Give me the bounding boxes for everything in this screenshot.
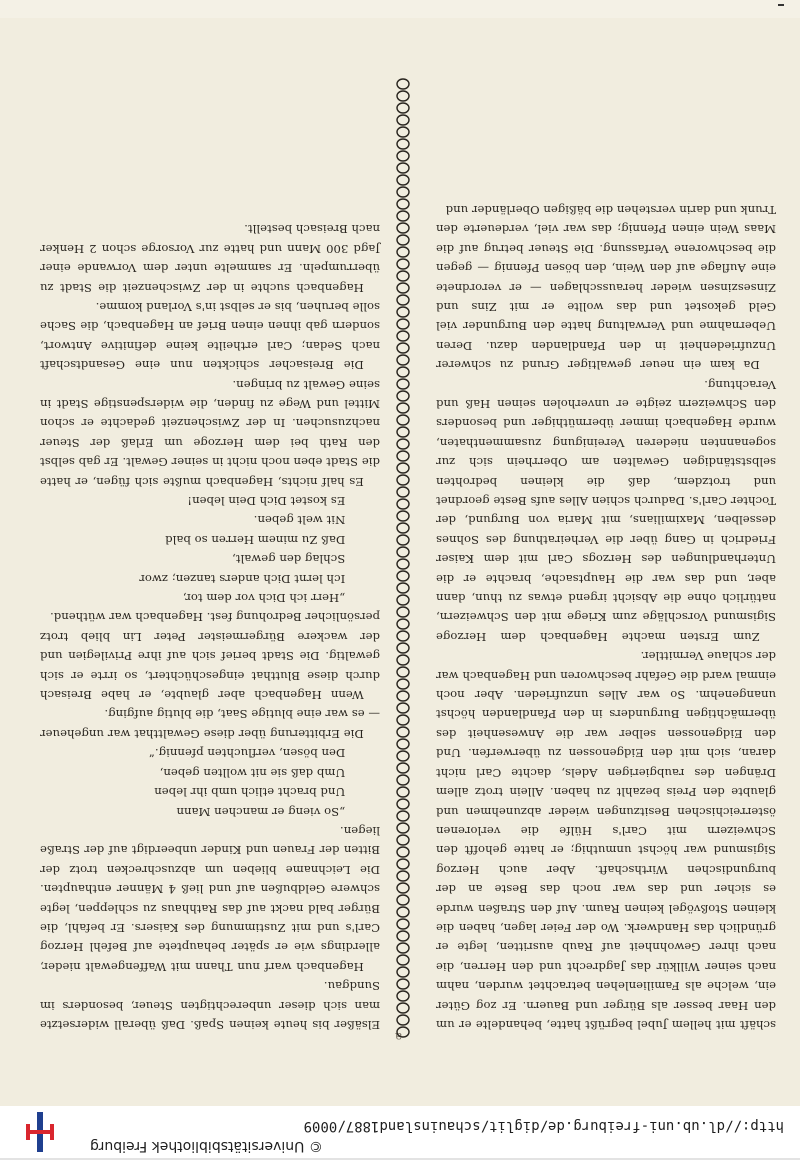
university-library-logo [20, 1112, 60, 1152]
permalink-url[interactable]: http://dl.ub.uni-freiburg.de/diglit/schauinsland1887/0009 [303, 1118, 784, 1134]
ornament-link [397, 139, 409, 149]
ornament-link [397, 271, 409, 281]
ornament-link [397, 355, 409, 365]
text-column-right [40, 219, 380, 1034]
ornament-link [397, 247, 409, 257]
ornament-link [397, 559, 409, 569]
ornament-link [397, 331, 409, 341]
ornament-link [397, 727, 409, 737]
ornament-link [397, 343, 409, 353]
ornament-link [397, 499, 409, 509]
ornament-link [397, 307, 409, 317]
ornament-link [397, 679, 409, 689]
ornament-link [397, 739, 409, 749]
ornament-link [397, 643, 409, 653]
ornament-link [397, 403, 409, 413]
ornament-link [397, 919, 409, 929]
ornament-link [397, 475, 409, 485]
ornament-link [397, 847, 409, 857]
paragraph: Da kam ein neuer gewaltiger Grund zu schwerer Unzufriedenheit in den Pfandlanden dazu. Deren Uebernahme und Verwaltung hatte den Burgunder viel Geld gekostet und das wollte er mit Zins und Zinseszinsen wieder herausschlagen — er verordnete eine Auflage auf den Wein, den bösen Pfennig — gegen die beschworene Verfassung. Die Steuer betrug auf die Maas Wein einen Pfennig; das war viel, verdeuerte den Trunk und darin verstehen die bäßigen Oberländer und [436, 202, 776, 373]
page-mark: a [394, 1030, 402, 1044]
paragraph: Zum Ersten machte Hagenbach dem Herzoge Sigismund Vorschläge zum Kriege mit den Schweizern, natürlich ohne die Absicht irgend etwas zu thun, dann aber, und das war die Hauptsache, brachte er die Unterhandlungen des Herzogs Carl mit dem Kaiser Friedrich in Gang über die Verheirathung des Sohnes desselben, Maximilians, mit Maria von Burgund, der Tochter Carl's. Dadurch schien Alles aufs Beste geordnet und trotzdem, daß die kleinen bedrohten selbstständigen Gewalten am Oberrhein sich zur sogenannten niederen Vereinigung zusammenthaten, wurde Hagenbach immer übermüthiger und besonders den Schweizern zeigte er unverholen seinen Haß und Verachtung. [436, 377, 776, 644]
paragraph: schäft mit hellem Jubel begrüßt hatte, behandelte er um den Haar besser als Bürger und Bauern. Er zog Güter ein, welche als Familienlehen betrachtet wurden, nahm nach seiner Willkür das Jagdrecht und den Herren, die nach ihrer Gewohnheit auf Raub ausritten, legte er gründlich das Handwerk. Wo der Feier lagen, haben die kleinen Stoßvögel keinen Raum. Auf den Straßen wurde es sicher und das war noch das Beste an der burgundischen Wirthschaft. Aber auch Herzog Sigismund war höchst unmuthig; er hatte gehofft den Schweizern mit Carl's Hülfe die verlorenen österreichischen Besitzungen wieder abzunehmen und glaubte den Preis bezahlt zu haben. Allein trotz allem Drängen des raubgierigen Adels, dachte Carl nicht daran, sich mit den Eidgenossen zu überwerfen. Und den Eidgenossen selber war die Anwesenheit des übermächtigen Burgunders in den Pfandlanden höchst unangenehm. So war Alles unzufrieden. Aber noch einmal ward die Gefahr beschworen und Hagenbach war der schlaue Vermittler. [436, 649, 776, 1032]
verse-line: Nit welt geben. [253, 513, 346, 528]
verse-line: Den bösen, verfluchten pfennig.“ [148, 746, 346, 761]
ornament-link [397, 511, 409, 521]
ornament-link [397, 883, 409, 893]
copyright-notice: © Universitätsbibliothek Freiburg [90, 1138, 323, 1154]
ornament-link [397, 319, 409, 329]
ornament-link [397, 583, 409, 593]
ornament-link [397, 463, 409, 473]
ornament-link [397, 199, 409, 209]
paper-sheet [0, 18, 800, 1108]
library-footer-bar [0, 1106, 800, 1160]
verse-line: Ich lernt Dich anders tanzen; zwor [139, 571, 346, 586]
page-edge-mark [778, 4, 784, 6]
ornament-link [397, 571, 409, 581]
ornament-link [397, 451, 409, 461]
ornament-link [397, 391, 409, 401]
ornament-link [397, 607, 409, 617]
ornament-link [397, 835, 409, 845]
paragraph: Hagenbach suchte in der Zwischenzeit die Stadt zu überrumpeln. Er sammelte unter dem Vorwande einer Jagd 300 Mann und hatte zur Vorsorge schon 2 Henker nach Breisach bestellt. [40, 222, 380, 295]
ornament-link [397, 379, 409, 389]
paragraph: Hagenbach warf nun Thann mit Waffengewalt nieder, allerdings wie er später behauptete auf Befehl Herzog Carl's und mit Zustimmung des Kaisers. Er befahl, die Bürger bald nackt auf das Rathhaus zu schleppen, legte schwere Geldbußen auf und ließ 4 Männer enthaupten. Die Leichname blieben um abzuschrecken trotz der Bitten der Frauen und Kinder unbeerdigt auf der Straße liegen. [40, 823, 380, 974]
verse-line: Und bracht etlich umb ihr leben [154, 785, 346, 800]
ornament-link [397, 859, 409, 869]
paragraph: Elsäßer bis heute keinen Spaß. Daß überall widersetzte man sich dieser unberechtigten Steuer, besonders im Sundgau. [40, 979, 380, 1032]
ornament-link [397, 1015, 409, 1025]
verse-line: Umb daß sie nit wollten geben, [159, 765, 346, 780]
ornament-link [397, 427, 409, 437]
ornament-link [397, 1027, 409, 1037]
ornament-link [397, 439, 409, 449]
ornament-link [397, 751, 409, 761]
ornament-link [397, 967, 409, 977]
ornament-link [397, 523, 409, 533]
ornament-link [397, 871, 409, 881]
ornament-link [397, 187, 409, 197]
ornament-link [397, 295, 409, 305]
ornamental-border [394, 78, 412, 1038]
ornament-link [397, 799, 409, 809]
ornament-link [397, 691, 409, 701]
verse-line: „Herr ich Dich vor dem tor, [182, 591, 346, 606]
paragraph: Wenn Hagenbach aber glaubte, er habe Breisach durch diese Blutthat eingeschüchtert, so irrte er sich gewaltig. Die Stadt berief sich auf ihre Privilegien und der wackere Bürgermeister Peter Lin blieb trotz persönlicher Bedrohung fest. Hagenbach war wüthend. [40, 610, 380, 703]
ornament-link [397, 775, 409, 785]
text-column-left [436, 200, 776, 1034]
ornament-link [397, 223, 409, 233]
ornament-link [397, 619, 409, 629]
ornament-link [397, 487, 409, 497]
ornament-link [397, 535, 409, 545]
ornament-link [397, 715, 409, 725]
ornament-link [397, 91, 409, 101]
ornament-link [397, 259, 409, 269]
ornament-link [397, 823, 409, 833]
ornament-link [397, 655, 409, 665]
ornament-link [397, 1003, 409, 1013]
ornament-link [397, 103, 409, 113]
ornament-link [397, 955, 409, 965]
ornament-link [397, 907, 409, 917]
ornament-link [397, 127, 409, 137]
verse-line: „So vieng er manchen Mann [176, 804, 346, 819]
ornament-link [397, 595, 409, 605]
ornament-link [397, 163, 409, 173]
ornament-link [397, 415, 409, 425]
ornament-link [397, 175, 409, 185]
ornament-link [397, 991, 409, 1001]
verse-line: Schlag den gewalt, [232, 552, 346, 567]
ornament-link [397, 667, 409, 677]
verse-line: Es kostet Dich Dein leben! [187, 494, 346, 509]
ornament-link [397, 631, 409, 641]
verse-line: Daß Zu minem Herren so bald [165, 532, 346, 547]
ornament-link [397, 811, 409, 821]
ornament-link [397, 115, 409, 125]
ornament-link [397, 151, 409, 161]
ornament-link [397, 235, 409, 245]
ornament-link [397, 979, 409, 989]
ornament-link [397, 211, 409, 221]
ornament-link [397, 787, 409, 797]
ornament-link [397, 931, 409, 941]
ornament-link [397, 547, 409, 557]
paragraph: Die Erbitterung über diese Gewaltthat war ungeheuer — es war eine blutige Saat, die blutig aufging. [40, 707, 380, 741]
ornament-link [397, 943, 409, 953]
ornament-link [397, 79, 409, 89]
ornament-link [397, 703, 409, 713]
paragraph: Die Breisacher schickten nun eine Gesandtschaft nach Sedan; Carl ertheilte keine definitive Antwort, sondern gab ihnen einen Brief an Hagenbach, die Sache solle beruhen, bis er selbst in's Vorland komme. [40, 299, 380, 373]
paragraph: Es half nichts, Hagenbach mußte sich fügen, er hatte die Stadt eben noch nicht in seiner Gewalt. Er gab selbst den Rath bei dem Herzoge um Erlaß der Steuer nachzusuchen. In der Zwischenzeit gedachte er schon Mittel und Wege zu finden, die widerspenstige Stadt in seine Gewalt zu bringen. [40, 377, 380, 489]
ornament-link [397, 367, 409, 377]
ornament-link [397, 283, 409, 293]
ornament-link [397, 763, 409, 773]
ornament-link [397, 895, 409, 905]
